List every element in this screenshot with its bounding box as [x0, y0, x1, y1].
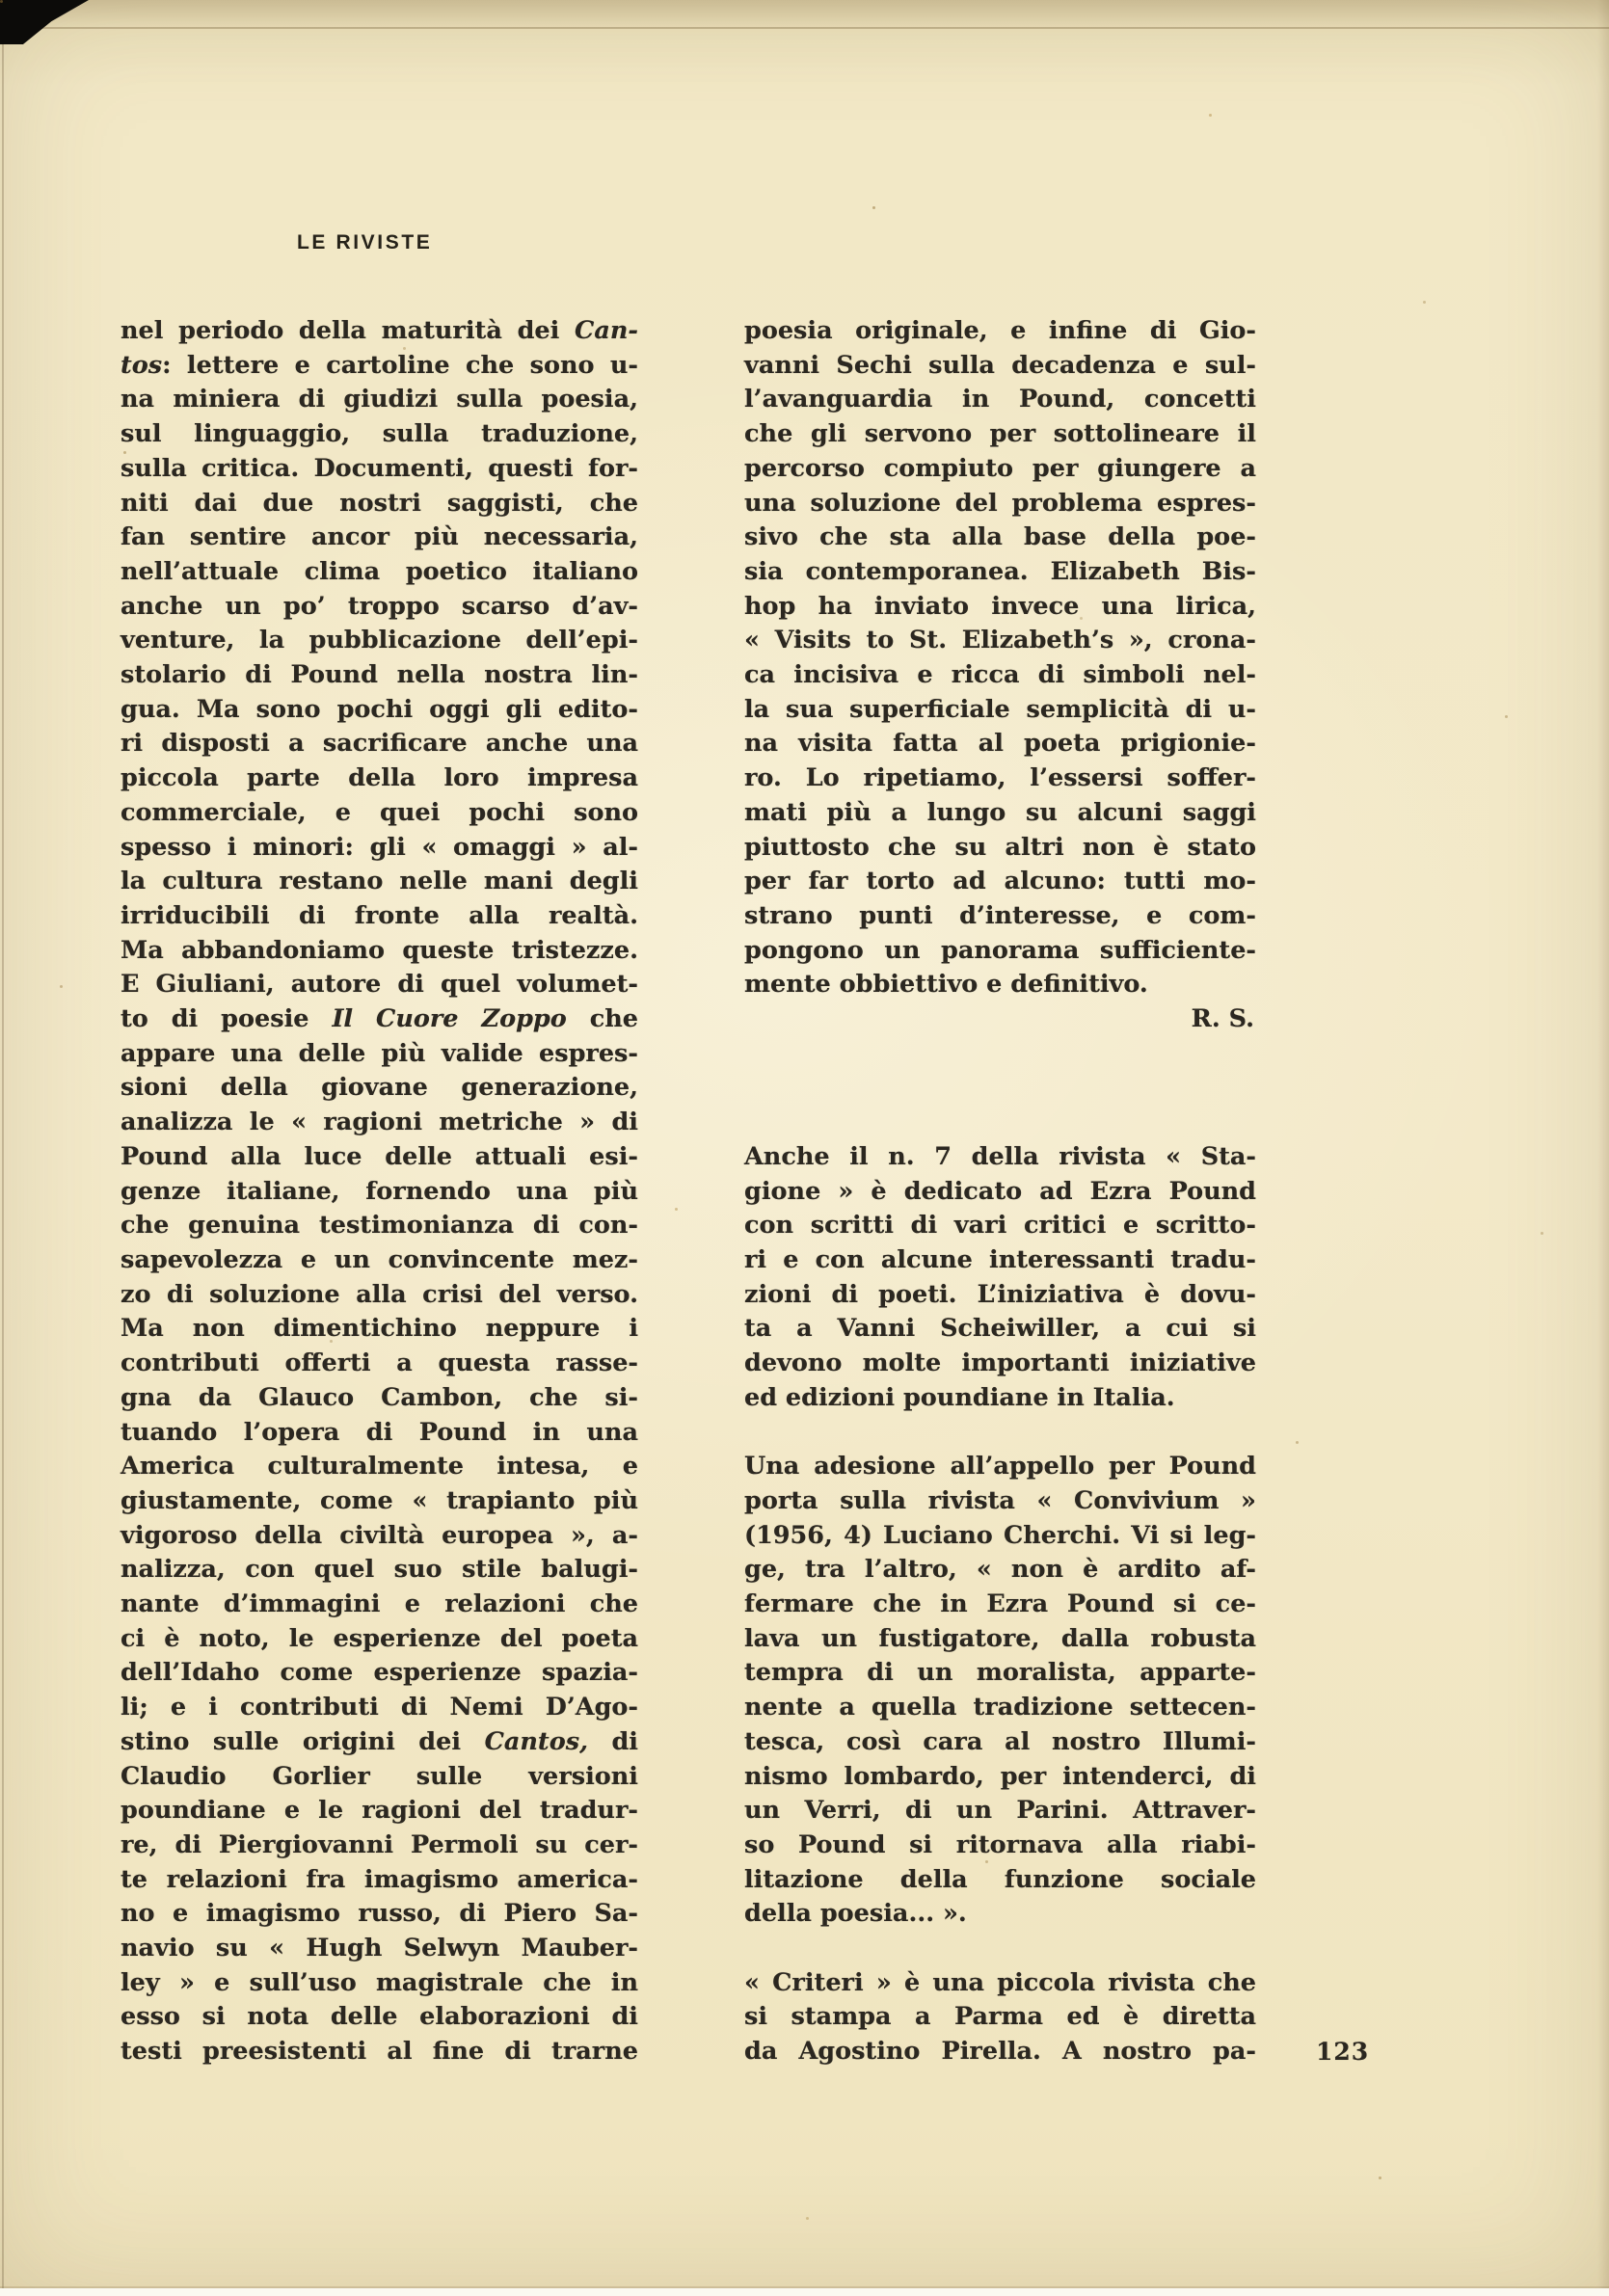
text-line: mati più a lungo su alcuni saggi [744, 797, 1256, 827]
text-line: litazione della funzione sociale [744, 1864, 1256, 1894]
scan-bottom-strip [0, 2288, 1609, 2296]
text-line: navio su « Hugh Selwyn Mauber- [121, 1934, 638, 1963]
text-line: porta sulla rivista « Convivium » [744, 1485, 1256, 1515]
blank-line [744, 1071, 1256, 1106]
text-line: appare una delle più valide espres- [121, 1038, 638, 1068]
text-line: irriducibili di fronte alla realtà. [121, 900, 638, 930]
text-line: sapevolezza e un convincente mez- [121, 1244, 638, 1274]
blank-line [744, 1106, 1256, 1140]
text-line: na miniera di giudizi sulla poesia, [121, 385, 638, 414]
text-line: na visita fatta al poeta prigionie- [744, 729, 1256, 759]
text-line: gna da Glauco Cambon, che si- [121, 1382, 638, 1412]
text-line: una soluzione del problema espres- [744, 488, 1256, 518]
text-line: Una adesione all’appello per Pound [744, 1452, 1256, 1482]
text-line: mente obbiettivo e definitivo. [744, 970, 1148, 1000]
text-line: nell’attuale clima poetico italiano [121, 556, 638, 586]
text-line: piuttosto che su altri non è stato [744, 832, 1256, 862]
text-line: contributi offerti a questa rasse- [121, 1348, 638, 1378]
text-line: ley » e sull’uso magistrale che in [121, 1967, 638, 1997]
text-line: piccola parte della loro impresa [121, 763, 638, 793]
text-line: ca incisiva e ricca di simboli nel- [744, 660, 1256, 690]
text-line: so Pound si ritornava alla riabi- [744, 1829, 1256, 1859]
text-line: stino sulle origini dei Cantos, di [121, 1726, 638, 1756]
text-line: pongono un panorama sufficiente- [744, 935, 1256, 965]
text-line: l’avanguardia in Pound, concetti [744, 385, 1256, 414]
text-line: anche un po’ troppo scarso d’av- [121, 591, 638, 621]
scan-top-shading [0, 0, 1609, 29]
text-line: che genuina testimonianza di con- [121, 1211, 638, 1241]
text-line: tos: lettere e cartoline che sono u- [121, 350, 638, 380]
scan-top-edge-line [0, 27, 1609, 29]
text-line: la cultura restano nelle mani degli [121, 867, 638, 896]
text-line: te relazioni fra imagismo america- [121, 1864, 638, 1894]
text-line: la sua superficiale semplicità di u- [744, 694, 1256, 724]
text-line: gua. Ma sono pochi oggi gli edito- [121, 694, 638, 724]
text-line: che gli servono per sottolineare il [744, 419, 1256, 449]
text-line: zo di soluzione alla crisi del verso. [121, 1279, 638, 1309]
text-line: Ma non dimentichino neppure i [121, 1314, 638, 1344]
text-line: da Agostino Pirella. A nostro pa- [744, 2037, 1256, 2067]
text-line: America culturalmente intesa, e [121, 1452, 638, 1482]
text-line: analizza le « ragioni metriche » di [121, 1108, 638, 1137]
text-line: sulla critica. Documenti, questi for- [121, 453, 638, 483]
text-line: Pound alla luce delle attuali esi- [121, 1141, 638, 1171]
text-line: ed edizioni poundiane in Italia. [744, 1382, 1175, 1412]
column-left [121, 314, 638, 2069]
text-line: « Criteri » è una piccola rivista che [744, 1967, 1256, 1997]
text-line: re, di Piergiovanni Permoli su cer- [121, 1829, 638, 1859]
text-line: Ma abbandoniamo queste tristezze. [121, 935, 638, 965]
text-line: nismo lombardo, per intenderci, di [744, 1761, 1256, 1791]
text-line: Claudio Gorlier sulle versioni [121, 1761, 638, 1791]
text-line: sul linguaggio, sulla traduzione, [121, 419, 638, 449]
text-line: li; e i contributi di Nemi D’Ago- [121, 1693, 638, 1722]
scan-left-edge-line [2, 0, 4, 2296]
text-line: venture, la pubblicazione dell’epi- [121, 626, 638, 655]
text-line: no e imagismo russo, di Piero Sa- [121, 1899, 638, 1929]
text-line: E Giuliani, autore di quel volumet- [121, 970, 638, 1000]
text-line: commerciale, e quei pochi sono [121, 797, 638, 827]
text-line: ri e con alcune interessanti tradu- [744, 1244, 1256, 1274]
text-line: devono molte importanti iniziative [744, 1348, 1256, 1378]
text-line: fermare che in Ezra Pound si ce- [744, 1589, 1256, 1619]
text-line: poesia originale, e infine di Gio- [744, 316, 1256, 345]
text-line: giustamente, come « trapianto più [121, 1485, 638, 1515]
text-line: si stampa a Parma ed è diretta [744, 2002, 1256, 2032]
text-line: per far torto ad alcuno: tutti mo- [744, 867, 1256, 896]
blank-line [744, 1037, 1256, 1072]
text-line: sia contemporanea. Elizabeth Bis- [744, 556, 1256, 586]
text-line: « Visits to St. Elizabeth’s », crona- [744, 626, 1256, 655]
text-line: ci è noto, le esperienze del poeta [121, 1623, 638, 1653]
page-number: 123 [1316, 2038, 1370, 2066]
blank-line [744, 1416, 1256, 1451]
text-line: zioni di poeti. L’iniziativa è dovu- [744, 1279, 1256, 1309]
text-line: tuando l’opera di Pound in una [121, 1417, 638, 1447]
text-line: spesso i minori: gli « omaggi » al- [121, 832, 638, 862]
text-line: nalizza, con quel suo stile balugi- [121, 1555, 638, 1585]
text-line: ge, tra l’altro, « non è ardito af- [744, 1555, 1256, 1585]
text-line: ta a Vanni Scheiwiller, a cui si [744, 1314, 1256, 1344]
text-line: testi preesistenti al fine di trarne [121, 2037, 638, 2067]
text-line: to di poesie Il Cuore Zoppo che [121, 1004, 638, 1034]
text-line: gione » è dedicato ad Ezra Pound [744, 1176, 1256, 1206]
text-line: hop ha inviato invece una lirica, [744, 591, 1256, 621]
text-line: stolario di Pound nella nostra lin- [121, 660, 638, 690]
text-line: poundiane e le ragioni del tradur- [121, 1796, 638, 1826]
blank-line [744, 1932, 1256, 1966]
text-line: tesca, così cara al nostro Illumi- [744, 1726, 1256, 1756]
scan-right-edge-shading [1597, 0, 1609, 2296]
column-right [744, 314, 1256, 2069]
text-line: della poesia... ». [744, 1899, 967, 1929]
text-line: ro. Lo ripetiamo, l’essersi soffer- [744, 763, 1256, 793]
text-line: (1956, 4) Luciano Cherchi. Vi si leg- [744, 1520, 1256, 1550]
text-line: nel periodo della maturità dei Can- [121, 316, 638, 345]
text-line: vanni Sechi sulla decadenza e sul- [744, 350, 1256, 380]
text-line: nente a quella tradizione settecen- [744, 1693, 1256, 1722]
text-line: niti dai due nostri saggisti, che [121, 488, 638, 518]
text-line: vigoroso della civiltà europea », a- [121, 1520, 638, 1550]
text-line: un Verri, di un Parini. Attraver- [744, 1796, 1256, 1826]
text-line: esso si nota delle elaborazioni di [121, 2002, 638, 2032]
text-line: fan sentire ancor più necessaria, [121, 522, 638, 552]
text-line: lava un fustigatore, dalla robusta [744, 1623, 1256, 1653]
text-line: sivo che sta alla base della poe- [744, 522, 1256, 552]
text-line: genze italiane, fornendo una più [121, 1176, 638, 1206]
text-line: con scritti di vari critici e scritto- [744, 1211, 1256, 1241]
text-line: tempra di un moralista, apparte- [744, 1658, 1256, 1688]
text-line: Anche il n. 7 della rivista « Sta- [744, 1141, 1256, 1171]
text-line: sioni della giovane generazione, [121, 1073, 638, 1103]
text-line: ri disposti a sacrificare anche una [121, 729, 638, 759]
text-line: percorso compiuto per giungere a [744, 453, 1256, 483]
text-line: strano punti d’interesse, e com- [744, 900, 1256, 930]
text-line: nante d’immagini e relazioni che [121, 1589, 638, 1619]
signature-initials: R. S. [1191, 1004, 1254, 1034]
paper-speckles [0, 0, 3, 3]
running-head: LE RIVISTE [297, 231, 433, 254]
text-line: dell’Idaho come esperienze spazia- [121, 1658, 638, 1688]
